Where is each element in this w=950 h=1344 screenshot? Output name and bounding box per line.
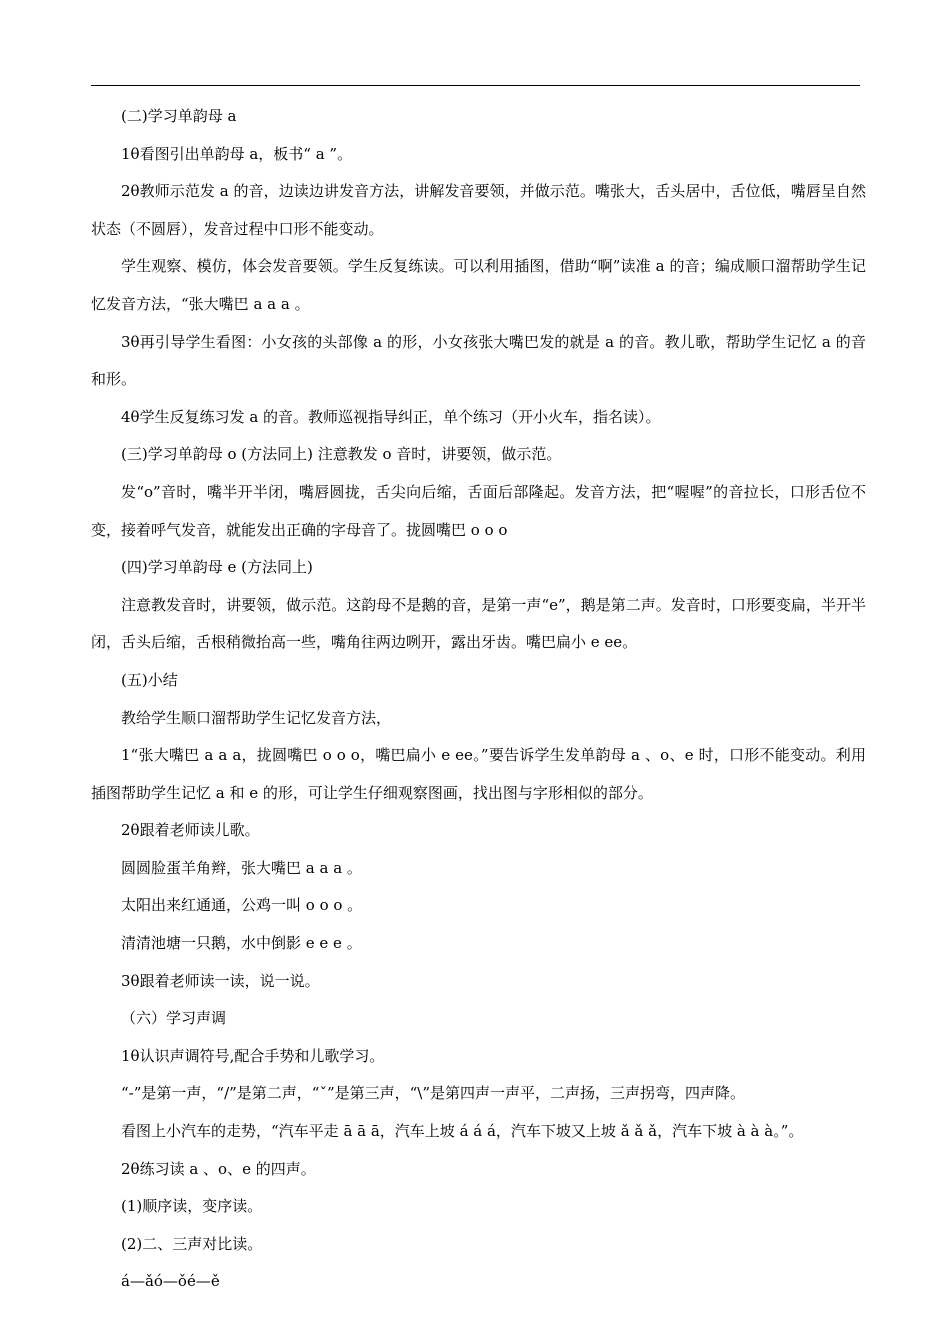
- section-heading-summary: (五)小结: [121, 670, 178, 689]
- step-2-a: 2θ教师示范发 a 的音，边读边讲发音方法，讲解发音要领，并做示范。嘴张大，舌头居中，舌位低，嘴唇呈自然状态（不圆唇），发音过程中口形不能变动。: [91, 182, 866, 238]
- rhyme-line-o: 太阳出来红通通，公鸡一叫 o o o 。: [121, 896, 363, 915]
- section-heading-tones: （六）学习声调: [121, 1009, 227, 1028]
- section-heading-a: (二)学习单韵母 a: [121, 107, 237, 125]
- summary-intro: 教给学生顺口溜帮助学生记忆发音方法，: [121, 708, 392, 727]
- rhyme-line-a: 圆圆脸蛋羊角辫，张大嘴巴 a a a 。: [121, 858, 362, 877]
- section-heading-e: (四)学习单韵母 e (方法同上): [121, 558, 313, 577]
- practice-compare: (2)二、三声对比读。: [121, 1234, 263, 1253]
- document-body: [91, 98, 866, 1301]
- car-tone-analogy: 看图上小汽车的走势，“汽车平走 ā ā ā，汽车上坡 á á á，汽车下坡又上坡 ǎ ǎ ǎ，汽车下坡 à à à。”。: [121, 1122, 804, 1141]
- tone-marks-explanation: “-”是第一声，“/”是第二声，“ˇ”是第三声，“\”是第四声一声平，二声扬，三声拐弯，四声降。: [121, 1084, 746, 1103]
- summary-step-1: 1“张大嘴巴 a a a，拢圆嘴巴 o o o，嘴巴扁小 e ee。”要告诉学生发单韵母 a 、o、e 时，口形不能变动。利用插图帮助学生记忆 a 和 e 的形，可让学生仔细观察图画，找出图与字形相似的部分。: [91, 746, 866, 802]
- tones-step-1: 1θ认识声调符号,配合手势和儿歌学习。: [121, 1046, 385, 1065]
- step-3-a: 3θ再引导学生看图：小女孩的头部像 a 的形，小女孩张大嘴巴发的就是 a 的音。教儿歌，帮助学生记忆 a 的音和形。: [91, 332, 866, 389]
- header-rule: [91, 85, 860, 86]
- section-heading-o: (三)学习单韵母 o (方法同上) 注意教发 o 音时，讲要领，做示范。: [121, 445, 562, 464]
- practice-paragraph-a: 学生观察、模仿，体会发音要领。学生反复练读。可以利用插图，借助“啊”读准 a 的音；编成顺口溜帮助学生记忆发音方法，“张大嘴巴 a a a 。: [91, 257, 866, 313]
- pronunciation-e: 注意教发音时，讲要领，做示范。这韵母不是鹅的音，是第一声“e”，鹅是第二声。发音时，口形要变扁，半开半闭，舌头后缩，舌根稍微抬高一些，嘴角往两边咧开，露出牙齿。嘴巴扁小 e ee。: [91, 595, 866, 652]
- step-4-a: 4θ学生反复练习发 a 的音。教师巡视指导纠正，单个练习（开小火车，指名读）。: [121, 407, 661, 426]
- tones-step-2: 2θ练习读 a 、o、e 的四声。: [121, 1159, 316, 1178]
- pronunciation-o: 发“o”音时，嘴半开半闭，嘴唇圆拢，舌尖向后缩，舌面后部隆起。发音方法，把“喔喔”的音拉长，口形舌位不变，接着呼气发音，就能发出正确的字母音了。拢圆嘴巴 o o o: [91, 482, 866, 539]
- summary-step-3: 3θ跟着老师读一读，说一说。: [121, 971, 320, 990]
- summary-step-2: 2θ跟着老师读儿歌。: [121, 821, 260, 840]
- tone-pairs: á—ǎó—ǒé—ě: [121, 1272, 220, 1291]
- practice-order: (1)顺序读，变序读。: [121, 1197, 263, 1216]
- rhyme-line-e: 清清池塘一只鹅，水中倒影 e e e 。: [121, 934, 362, 953]
- step-1-a: 1θ看图引出单韵母 a，板书“ a ”。: [121, 144, 353, 163]
